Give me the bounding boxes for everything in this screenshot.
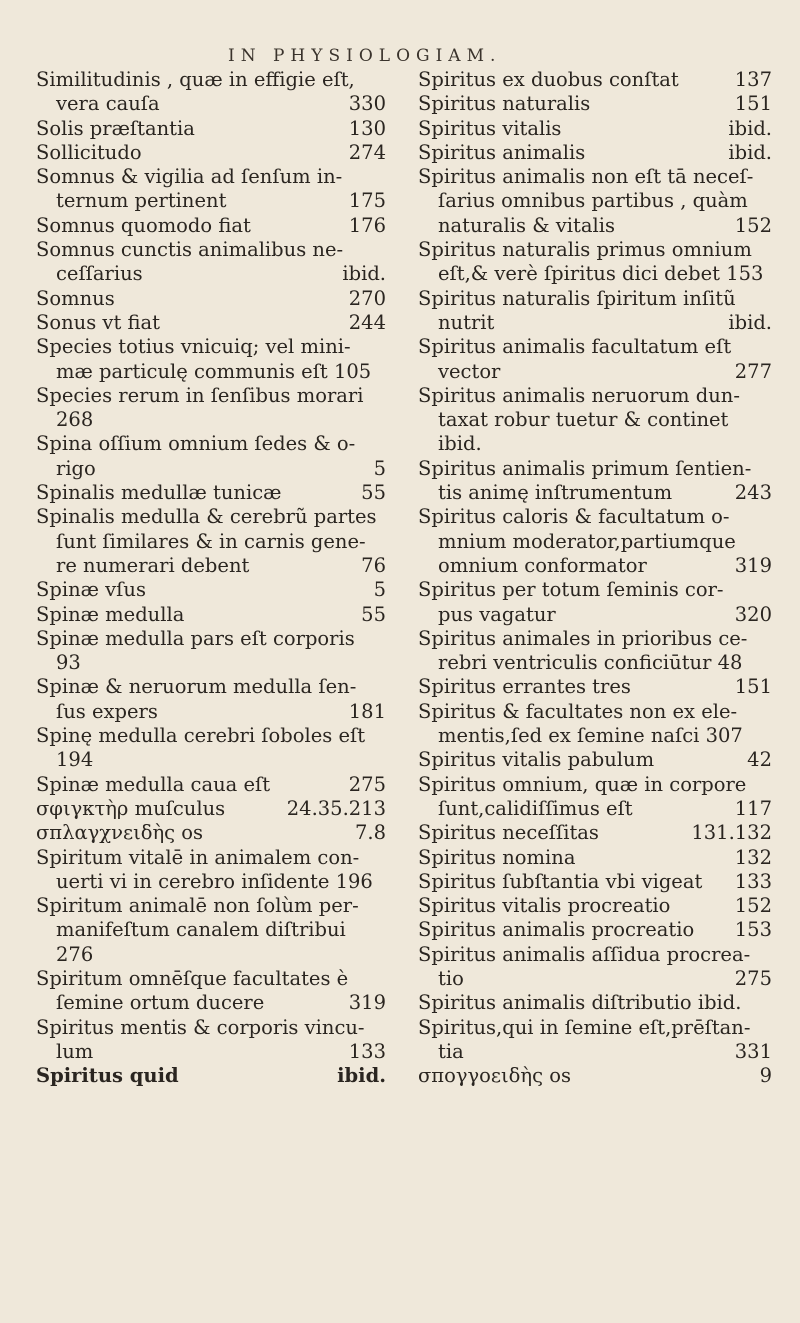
entry-text: Spiritus,qui in ſemine eſt,prēſtan-	[418, 1015, 751, 1039]
index-entry	[418, 554, 772, 578]
index-entry	[36, 360, 386, 384]
index-entry	[418, 918, 772, 942]
entry-text: Spiritus mentis & corporis vincu-	[36, 1015, 365, 1039]
page-reference: 130	[348, 116, 386, 140]
page-reference: ibid.	[342, 262, 386, 286]
page-reference: 5	[373, 456, 386, 480]
index-entry	[418, 92, 772, 116]
page-reference: 175	[348, 189, 386, 213]
entry-text: Species rerum in ſenſibus morari	[36, 383, 364, 407]
index-entry	[36, 991, 386, 1015]
index-entry	[36, 92, 386, 116]
index-entry	[36, 384, 386, 408]
entry-text: Spiritus vitalis pabulum	[418, 748, 655, 772]
entry-text: Spiritus animalis neruorum dun-	[418, 383, 740, 407]
index-entry	[36, 408, 386, 432]
entry-text: Similitudinis , quæ in effigie eſt,	[36, 68, 355, 91]
index-column-right	[418, 68, 772, 1088]
index-entry	[36, 262, 386, 286]
index-entry	[418, 748, 772, 772]
index-entry	[418, 481, 772, 505]
entry-text: Spinæ vſus	[36, 578, 146, 602]
entry-text: Spinæ medulla caua eſt	[36, 772, 271, 796]
index-entry	[36, 603, 386, 627]
page-reference: 132	[734, 845, 772, 869]
entry-text: Spiritus ex duobus conſtat	[418, 68, 679, 91]
index-entry	[36, 530, 386, 554]
entry-text: ſus expers	[56, 699, 158, 723]
page-reference: ibid.	[728, 310, 772, 334]
index-entry	[36, 870, 386, 894]
page-reference: 9	[759, 1064, 772, 1088]
page-reference: 152	[734, 894, 772, 918]
index-entry	[36, 432, 386, 456]
page-reference: 244	[348, 310, 386, 334]
entry-text: re numerari debent	[56, 553, 250, 577]
index-entry	[418, 675, 772, 699]
index-entry	[418, 335, 772, 359]
index-entry	[36, 675, 386, 699]
page-reference: 331	[734, 1039, 772, 1063]
page-reference: 275	[348, 772, 386, 796]
entry-text: Spiritus animalis diſtributio ibid.	[418, 991, 742, 1015]
entry-text: Spinalis medullæ tunicæ	[36, 481, 282, 505]
entry-text: ternum pertinent	[56, 189, 227, 213]
entry-text: Spinalis medulla & cerebrũ partes	[36, 505, 377, 529]
index-entry	[36, 651, 386, 675]
entry-text: Spiritus errantes tres	[418, 675, 631, 699]
index-entry	[418, 773, 772, 797]
page-reference: 319	[348, 991, 386, 1015]
entry-text: mnium moderator,partiumque	[438, 529, 736, 553]
entry-text: Spiritus vitalis	[418, 116, 562, 140]
entry-text: Spiritus & facultates non ex ele-	[418, 699, 738, 723]
page-reference: 330	[348, 92, 386, 116]
entry-text: ceſſarius	[56, 262, 143, 286]
index-entry	[418, 287, 772, 311]
page-reference: 76	[361, 553, 386, 577]
entry-text: Spinæ medulla	[36, 602, 185, 626]
index-entry	[36, 165, 386, 189]
index-entry	[36, 68, 386, 92]
entry-text: Spiritus naturalis	[418, 92, 591, 116]
page-reference: 7.8	[354, 821, 386, 845]
index-entry	[418, 457, 772, 481]
entry-text: Spinæ medulla pars eſt corporis	[36, 626, 355, 650]
index-entry	[36, 457, 386, 481]
index-entry	[36, 943, 386, 967]
index-entry	[418, 408, 772, 432]
index-entry	[418, 821, 772, 845]
page-reference: 152	[734, 213, 772, 237]
page-reference: 274	[348, 140, 386, 164]
entry-text: Somnus	[36, 286, 115, 310]
index-entry	[418, 700, 772, 724]
page-reference: 42	[747, 748, 772, 772]
index-entry	[36, 1040, 386, 1064]
entry-text: Spinę medulla cerebri ſoboles eſt	[36, 724, 366, 748]
entry-text: Spiritus naturalis ſpiritum inſitũ	[418, 286, 736, 310]
index-entry	[418, 141, 772, 165]
index-entry	[36, 141, 386, 165]
index-entry	[36, 214, 386, 238]
index-entry	[36, 894, 386, 918]
entry-text: Species totius vnicuiq; vel mini-	[36, 335, 351, 359]
entry-text: ſarius omnibus partibus , quàm	[438, 189, 748, 213]
page-reference: ibid.	[728, 116, 772, 140]
entry-text: Sollicitudo	[36, 140, 142, 164]
page-reference: 320	[734, 602, 772, 626]
index-entry	[418, 724, 772, 748]
index-entry	[418, 360, 772, 384]
entry-text: eſt,& verè ſpiritus dici debet 153	[438, 262, 764, 286]
index-entry	[418, 68, 772, 92]
entry-text: nutrit	[438, 310, 495, 334]
index-entry	[418, 117, 772, 141]
entry-text: Spinæ & neruorum medulla ſen-	[36, 675, 357, 699]
index-entry	[418, 870, 772, 894]
page-reference: 275	[734, 966, 772, 990]
page-reference: 133	[348, 1039, 386, 1063]
entry-text: Spiritus animalis facultatum eſt	[418, 335, 732, 359]
page-reference: 55	[361, 602, 386, 626]
entry-text: Spiritus nomina	[418, 845, 576, 869]
index-entry	[418, 894, 772, 918]
page-reference: 137	[734, 68, 772, 91]
entry-text: rigo	[56, 456, 96, 480]
index-entry	[36, 335, 386, 359]
entry-text: lum	[56, 1039, 94, 1063]
entry-text: σφιγκτὴρ muſculus	[36, 796, 226, 820]
entry-text: Spiritus caloris & facultatum o-	[418, 505, 730, 529]
index-entry	[36, 797, 386, 821]
entry-text: Sonus vt fiat	[36, 310, 160, 334]
index-entry	[36, 1016, 386, 1040]
page-reference: 181	[348, 699, 386, 723]
page-reference: 5	[373, 578, 386, 602]
page-reference: ibid.	[337, 1064, 386, 1088]
page-reference: 176	[348, 213, 386, 237]
entry-text: 93	[56, 651, 81, 675]
index-entry	[36, 311, 386, 335]
index-entry	[36, 578, 386, 602]
entry-text: Spiritus omnium, quæ in corpore	[418, 772, 747, 796]
page-reference: 151	[734, 92, 772, 116]
index-entry	[36, 773, 386, 797]
entry-text: uerti vi in cerebro inſidente 196	[56, 869, 373, 893]
index-entry	[36, 627, 386, 651]
entry-text: vector	[438, 359, 501, 383]
index-entry	[418, 165, 772, 189]
index-entry	[418, 262, 772, 286]
index-entry	[418, 505, 772, 529]
entry-text: Solis præſtantia	[36, 116, 195, 140]
entry-text: Spiritus ſubſtantia vbi vigeat	[418, 869, 703, 893]
entry-text: σπογγοειδὴς os	[418, 1064, 571, 1088]
entry-text: Spiritus naturalis primus omnium	[418, 238, 752, 262]
entry-text: Spiritus quid	[36, 1064, 179, 1088]
entry-text: vera cauſa	[56, 92, 160, 116]
index-entry	[36, 287, 386, 311]
entry-text: tia	[438, 1039, 464, 1063]
entry-text: Somnus cunctis animalibus ne-	[36, 238, 344, 262]
page-reference: 55	[361, 481, 386, 505]
index-entry	[36, 918, 386, 942]
index-entry	[36, 846, 386, 870]
entry-text: Spiritum animalē non ſolùm per-	[36, 894, 359, 918]
entry-text: ibid.	[438, 432, 482, 456]
index-entry	[36, 821, 386, 845]
index-entry	[418, 797, 772, 821]
entry-text: Spiritus animalis aſſidua procrea-	[418, 942, 751, 966]
page-reference: 270	[348, 286, 386, 310]
index-entry	[36, 967, 386, 991]
entry-text: tio	[438, 966, 464, 990]
page-reference: 133	[734, 869, 772, 893]
entry-text: σπλαγχνειδὴς os	[36, 821, 204, 845]
index-entry	[36, 117, 386, 141]
index-entry	[418, 943, 772, 967]
entry-text: Spiritus animalis primum ſentien-	[418, 456, 752, 480]
index-entry	[418, 651, 772, 675]
index-entry	[418, 189, 772, 213]
entry-text: 194	[56, 748, 94, 772]
entry-text: omnium conformator	[438, 553, 647, 577]
index-entry	[36, 724, 386, 748]
entry-text: Spiritum vitalē in animalem con-	[36, 845, 360, 869]
entry-text: Spiritum omnēſque facultates è	[36, 966, 349, 990]
entry-text: Spiritus vitalis procreatio	[418, 894, 671, 918]
index-entry	[36, 748, 386, 772]
entry-text: Somnus quomodo fiat	[36, 213, 251, 237]
page-reference: 151	[734, 675, 772, 699]
entry-text: mentis,ſed ex ſemine naſci 307	[438, 724, 743, 748]
index-entry	[36, 238, 386, 262]
entry-text: ſemine ortum ducere	[56, 991, 265, 1015]
entry-text: ſunt,calidiſſimus eſt	[438, 796, 633, 820]
page-reference: 319	[734, 553, 772, 577]
index-column-left	[36, 68, 386, 1088]
entry-text: Spiritus animalis non eſt tā neceſ-	[418, 165, 754, 189]
page-reference: 131.132	[691, 821, 772, 845]
entry-text: Spiritus animalis	[418, 140, 586, 164]
entry-text: tis animę inſtrumentum	[438, 481, 673, 505]
index-entry	[36, 700, 386, 724]
entry-text: Somnus & vigilia ad ſenſum in-	[36, 165, 343, 189]
index-entry	[36, 505, 386, 529]
entry-text: Spiritus animales in prioribus ce-	[418, 626, 748, 650]
page-reference: 243	[734, 481, 772, 505]
page-reference: 277	[734, 359, 772, 383]
index-entry	[418, 1040, 772, 1064]
entry-text: taxat robur tuetur & continet	[438, 408, 729, 432]
index-entry	[418, 311, 772, 335]
index-entry	[36, 189, 386, 213]
entry-text: Spiritus animalis procreatio	[418, 918, 695, 942]
page-reference: 117	[734, 796, 772, 820]
index-entry	[418, 1064, 772, 1088]
index-entry	[418, 967, 772, 991]
page-reference: 24.35.213	[286, 796, 386, 820]
index-entry	[418, 991, 772, 1015]
index-entry	[418, 627, 772, 651]
entry-text: Spiritus per totum ſeminis cor-	[418, 578, 724, 602]
index-entry	[36, 1064, 386, 1088]
page-reference: ibid.	[728, 140, 772, 164]
index-entry	[36, 481, 386, 505]
running-head: IN PHYSIOLOGIAM.	[228, 46, 502, 66]
entry-text: pus vagatur	[438, 602, 556, 626]
entry-text: rebri ventriculis conficiūtur 48	[438, 651, 743, 675]
index-entry	[418, 432, 772, 456]
index-entry	[418, 384, 772, 408]
index-entry	[418, 846, 772, 870]
entry-text: 268	[56, 408, 94, 432]
entry-text: Spina oſſium omnium ſedes & o-	[36, 432, 356, 456]
entry-text: Spiritus neceſſitas	[418, 821, 599, 845]
index-entry	[36, 554, 386, 578]
entry-text: 276	[56, 942, 94, 966]
index-entry	[418, 530, 772, 554]
index-entry	[418, 578, 772, 602]
index-entry	[418, 214, 772, 238]
index-entry	[418, 238, 772, 262]
index-entry	[418, 1016, 772, 1040]
entry-text: naturalis & vitalis	[438, 213, 615, 237]
page-reference: 153	[734, 918, 772, 942]
entry-text: manifeſtum canalem diſtribui	[56, 918, 346, 942]
index-entry	[418, 603, 772, 627]
entry-text: ſunt ſimilares & in carnis gene-	[56, 529, 366, 553]
entry-text: mæ particulę communis eſt 105	[56, 359, 372, 383]
